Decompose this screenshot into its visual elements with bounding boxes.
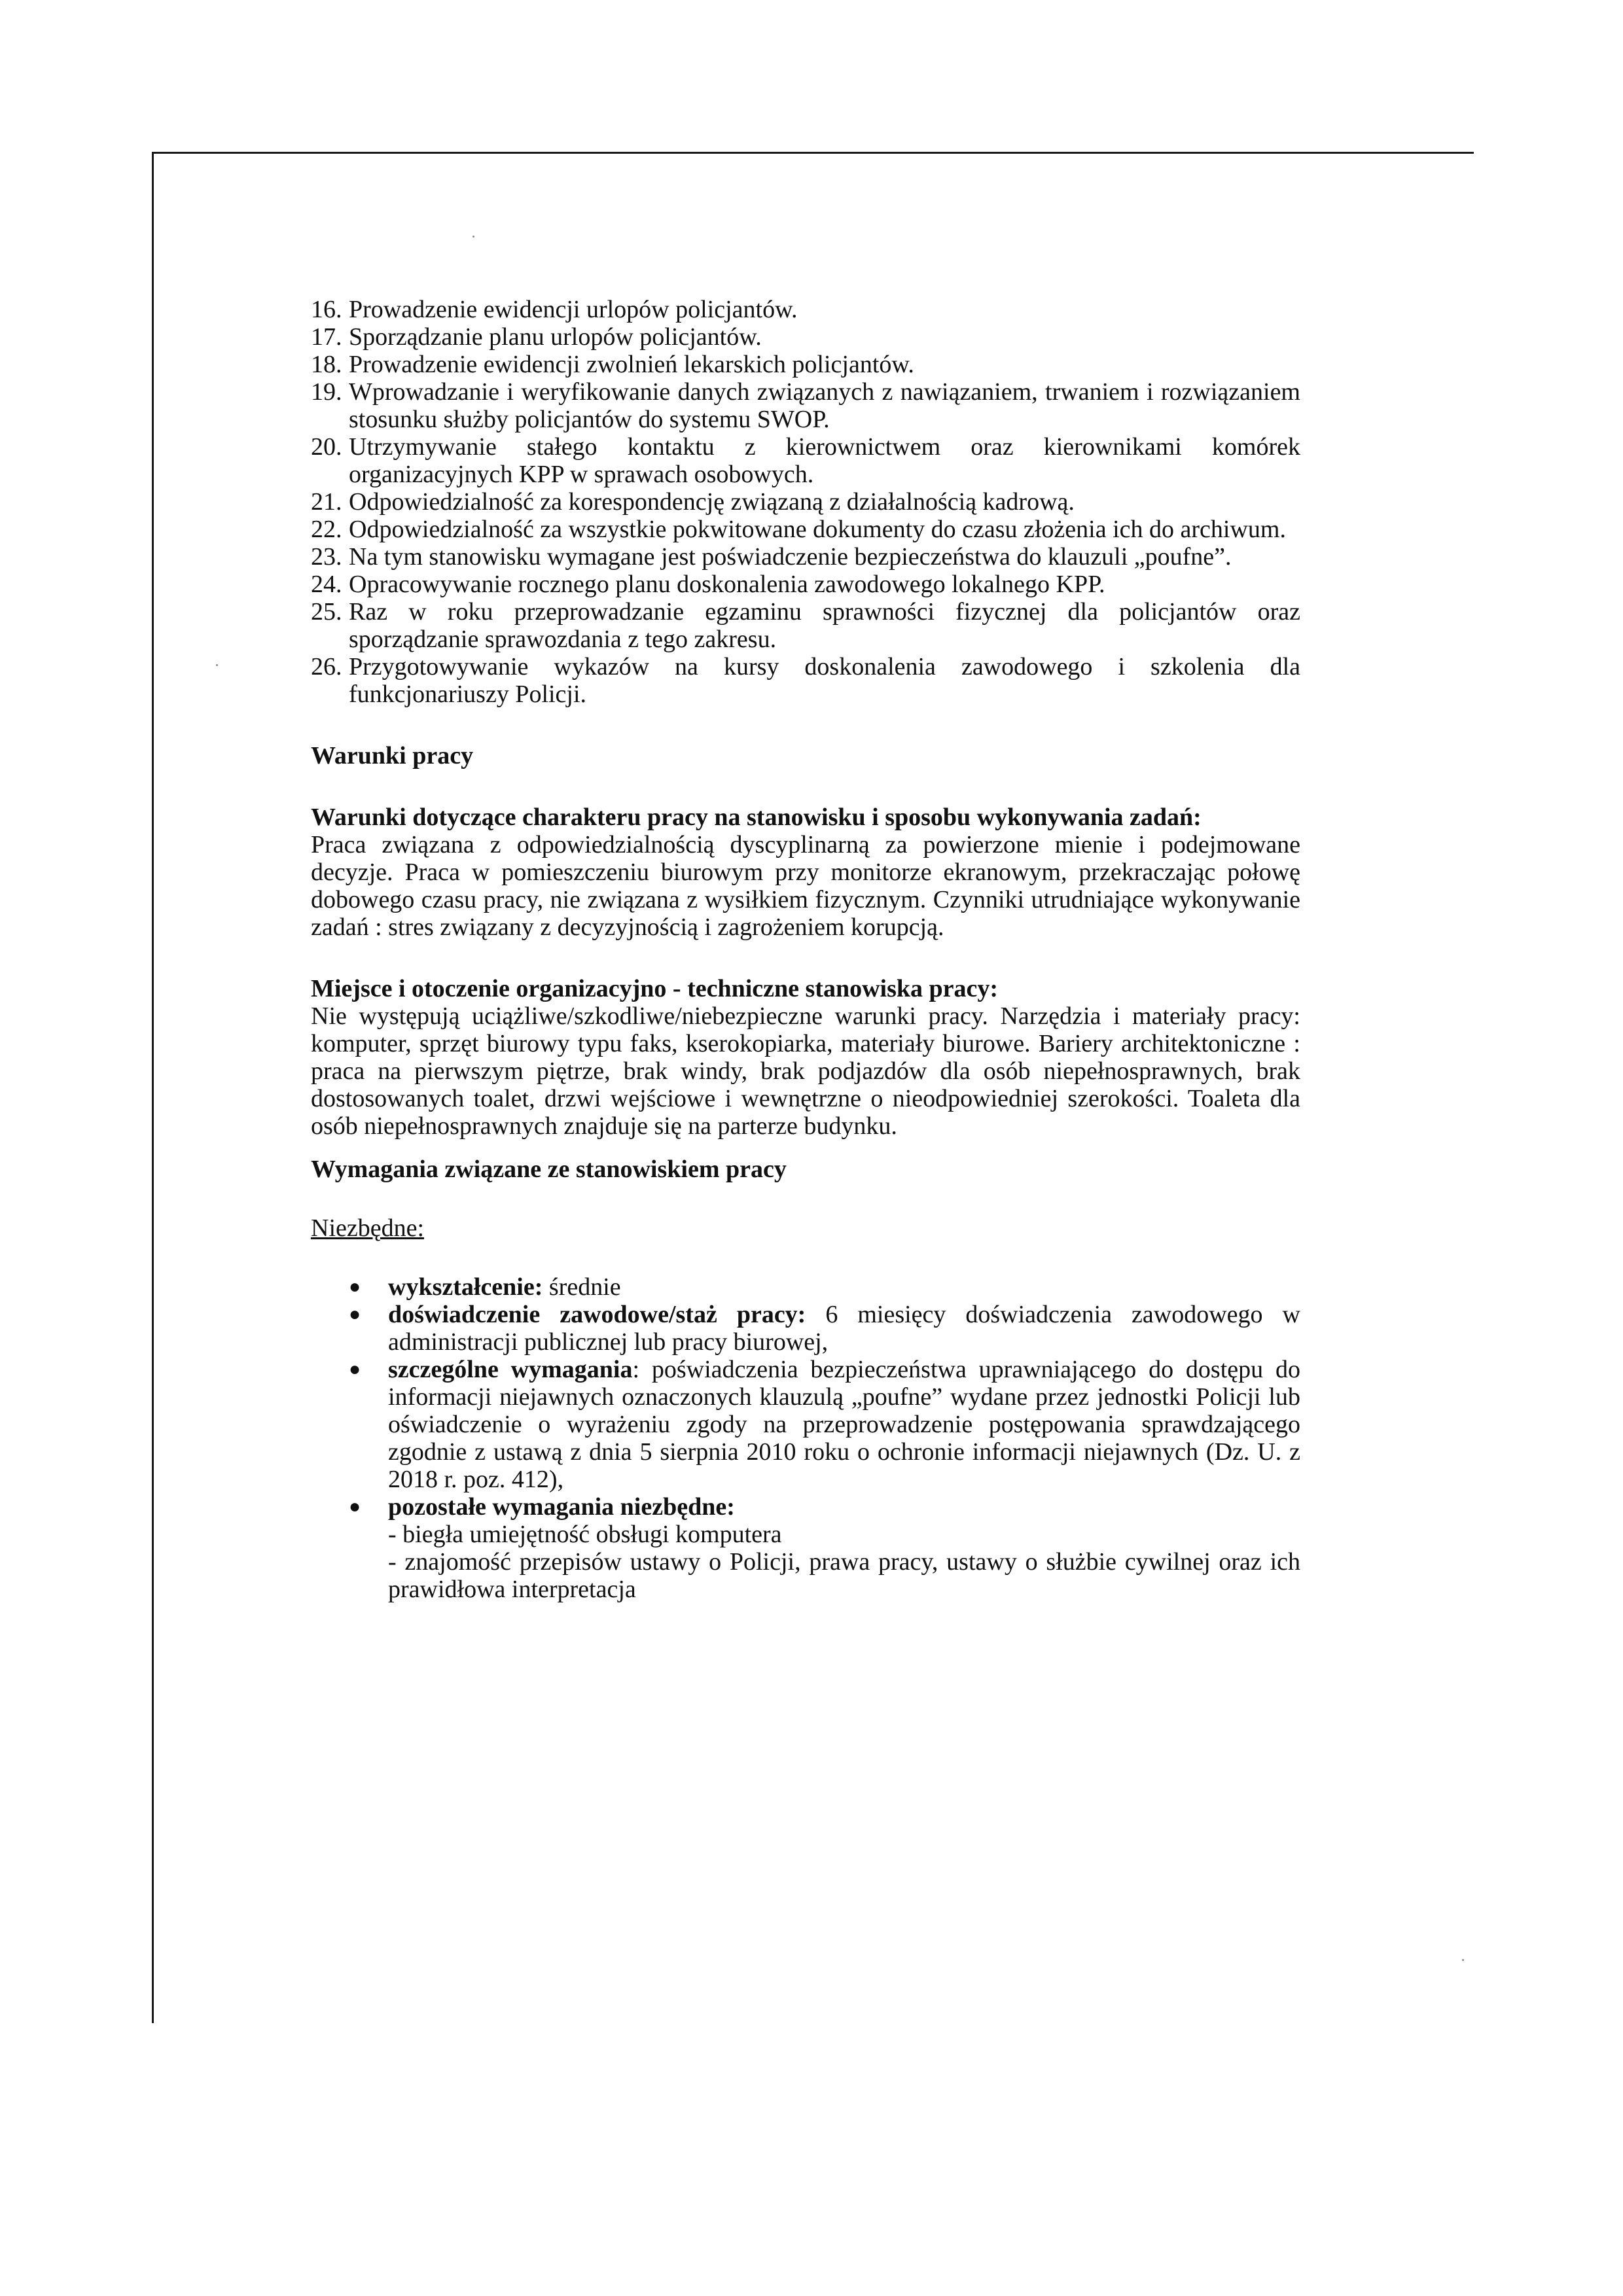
- item-number: 25.: [311, 598, 342, 626]
- requirement-subline: - biegła umiejętność obsługi komputera: [388, 1521, 782, 1548]
- item-number: 20.: [311, 433, 342, 461]
- list-item: [311, 543, 1300, 571]
- subsection-heading-work-character: Warunki dotyczące charakteru pracy na stanowisku i sposobu wykonywania zadań:: [311, 804, 1202, 831]
- task-list: [311, 296, 1300, 708]
- item-number: 21.: [311, 488, 342, 516]
- item-text: Sporządzanie planu urlopów policjantów.: [349, 323, 762, 351]
- list-item: [311, 1273, 1300, 1301]
- item-number: 24.: [311, 571, 342, 598]
- item-number: 18.: [311, 351, 342, 378]
- item-text: Wprowadzanie i weryfikowanie danych związanych z nawiązaniem, trwaniem i rozwiązaniem stosunku służby policjantów do systemu SWOP.: [349, 378, 1300, 433]
- requirements-list: [311, 1273, 1300, 1603]
- item-text: Odpowiedzialność za korespondencję związaną z działalnością kadrową.: [349, 488, 1075, 516]
- list-item: [311, 571, 1300, 598]
- bullet-icon: ●: [349, 1358, 361, 1380]
- list-item: [311, 1356, 1300, 1493]
- bullet-icon: ●: [349, 1276, 361, 1298]
- page-frame-top-border: [152, 152, 1474, 154]
- section-heading-requirements: Wymagania związane ze stanowiskiem pracy: [311, 1156, 787, 1183]
- requirement-text: : poświadczenia bezpieczeństwa uprawniającego do dostępu do informacji niejawnych oznaczonych klauzulą „poufne” wydane przez jednostki Policji lub oświadczenie o wyrażeniu zgody na przeprowadzenie postępowania sprawdzającego zgodnie z ustawą z dnia 5 sierpnia 2010 roku o ochronie informacji niejawnych (Dz. U. z 2018 r. poz. 412),: [388, 1356, 1300, 1493]
- document-body: [311, 296, 1300, 1603]
- item-number: 16.: [311, 296, 342, 323]
- requirement-label: wykształcenie:: [388, 1273, 543, 1301]
- scan-speck: [473, 236, 474, 238]
- requirement-label: pozostałe wymagania niezbędne:: [388, 1493, 735, 1521]
- list-item: [311, 516, 1300, 543]
- item-number: 23.: [311, 543, 342, 571]
- list-item: [311, 296, 1300, 323]
- list-item: [311, 378, 1300, 433]
- requirement-label: szczególne wymagania: [388, 1356, 633, 1383]
- list-item: [311, 351, 1300, 378]
- requirement-label: doświadczenie zawodowe/staż pracy:: [388, 1301, 806, 1328]
- scan-speck: [1462, 1959, 1464, 1961]
- item-text: Przygotowywanie wykazów na kursy doskonalenia zawodowego i szkolenia dla funkcjonariuszy Policji.: [349, 653, 1300, 708]
- list-item: [311, 1301, 1300, 1356]
- requirement-subline: - znajomość przepisów ustawy o Policji, prawa pracy, ustawy o służbie cywilnej oraz ich prawidłowa interpretacja: [388, 1548, 1300, 1603]
- requirement-text: 6 miesięcy doświadczenia zawodowego w administracji publicznej lub pracy biurowej,: [388, 1301, 1300, 1356]
- list-item: [311, 323, 1300, 351]
- list-item: [311, 1493, 1300, 1603]
- list-item: [311, 598, 1300, 653]
- required-label: Niezbędne:: [311, 1214, 425, 1242]
- subsection-heading-workplace: Miejsce i otoczenie organizacyjno - techniczne stanowiska pracy:: [311, 975, 999, 1002]
- item-number: 17.: [311, 323, 342, 351]
- paragraph-workplace: Nie występują uciążliwe/szkodliwe/niebezpieczne warunki pracy. Narzędzia i materiały pracy: komputer, sprzęt biurowy typu faks, kserokopiarka, materiały biurowe. Bariery architektoniczne : praca na pierwszym piętrze, brak windy, brak podjazdów dla osób niepełnosprawnych, brak dostosowanych toalet, drzwi wejściowe i wewnętrzne o nieodpowiedniej szerokości. Toaleta dla osób niepełnosprawnych znajduje się na parterze budynku.: [311, 1002, 1300, 1140]
- item-text: Prowadzenie ewidencji urlopów policjantów.: [349, 296, 798, 323]
- list-item: [311, 488, 1300, 516]
- paragraph-work-character: Praca związana z odpowiedzialnością dyscyplinarną za powierzone mienie i podejmowane decyzje. Praca w pomieszczeniu biurowym przy monitorze ekranowym, przekraczając połowę dobowego czasu pracy, nie związana z wysiłkiem fizycznym. Czynniki utrudniające wykonywanie zadań : stres związany z decyzyjnością i zagrożeniem korupcją.: [311, 831, 1300, 941]
- item-number: 19.: [311, 378, 342, 406]
- section-heading-work-conditions: Warunki pracy: [311, 742, 474, 769]
- page-frame-left-border: [152, 152, 154, 2023]
- item-number: 26.: [311, 653, 342, 680]
- item-text: Raz w roku przeprowadzanie egzaminu sprawności fizycznej dla policjantów oraz sporządzanie sprawozdania z tego zakresu.: [349, 598, 1300, 653]
- item-text: Prowadzenie ewidencji zwolnień lekarskich policjantów.: [349, 351, 914, 378]
- bullet-icon: ●: [349, 1303, 361, 1325]
- bullet-icon: ●: [349, 1496, 361, 1517]
- scan-speck: [216, 664, 218, 666]
- list-item: [311, 653, 1300, 708]
- item-text: Utrzymywanie stałego kontaktu z kierownictwem oraz kierownikami komórek organizacyjnych KPP w sprawach osobowych.: [349, 433, 1300, 488]
- item-text: Odpowiedzialność za wszystkie pokwitowane dokumenty do czasu złożenia ich do archiwum.: [349, 516, 1286, 543]
- item-text: Opracowywanie rocznego planu doskonalenia zawodowego lokalnego KPP.: [349, 571, 1105, 598]
- requirement-text: średnie: [543, 1273, 621, 1301]
- item-text: Na tym stanowisku wymagane jest poświadczenie bezpieczeństwa do klauzuli „poufne”.: [349, 543, 1232, 571]
- item-number: 22.: [311, 516, 342, 543]
- list-item: [311, 433, 1300, 488]
